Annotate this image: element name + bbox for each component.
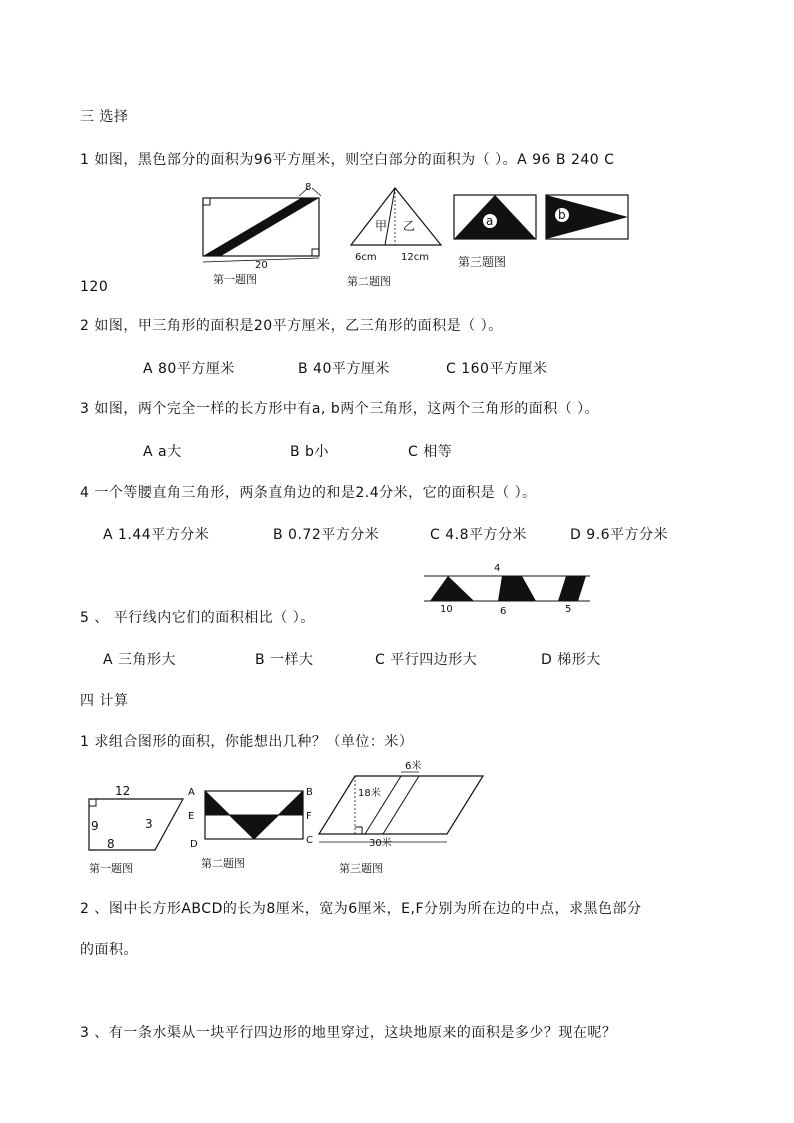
- q3-option-a: A a大: [143, 444, 182, 460]
- calc-fig3-right-angle-mark: [355, 827, 362, 834]
- calc-fig2-black-bottom: [229, 815, 279, 839]
- fig2-left-base: 6cm: [355, 252, 377, 263]
- calc-fig3-channel-right: [383, 776, 419, 834]
- fig3-caption: 第三题图: [458, 255, 507, 269]
- figure-3-rectangles-ab: [452, 193, 632, 273]
- calc-fig2-label-f: F: [306, 811, 312, 822]
- section-heading-choice: 三 选择: [80, 109, 129, 125]
- fig2-triangle-outline: [351, 188, 441, 245]
- calc-fig2-label-a: A: [188, 787, 195, 798]
- q5-option-b: B 一样大: [255, 652, 314, 668]
- calc-figure-1-composite: [83, 780, 188, 880]
- figure-q5-parallel-lines: [422, 560, 592, 618]
- q5-option-c: C 平行四边形大: [375, 652, 478, 668]
- q5-fig-parallelogram: [558, 576, 586, 601]
- calc-fig3-caption: 第三题图: [339, 862, 383, 875]
- calc-fig2-caption: 第二题图: [201, 857, 245, 870]
- calc-fig1-bottom-label: 8: [107, 837, 115, 851]
- calc-fig2-label-b: B: [306, 787, 313, 798]
- q3-option-c: C 相等: [408, 444, 453, 460]
- fig2-caption: 第二题图: [347, 275, 391, 288]
- fig1-right-angle-mark-bottom: [312, 249, 319, 256]
- q3-option-b: B b小: [290, 444, 329, 460]
- q5-fig-label-trapezoid: 6: [500, 606, 507, 617]
- question-1-text: 1 如图，黑色部分的面积为96平方厘米，则空白部分的面积为（ ）。A 96 B 240 C: [80, 152, 615, 168]
- q5-fig-triangle: [430, 576, 474, 601]
- q5-option-a: A 三角形大: [103, 652, 177, 668]
- calc-fig3-channel-left: [365, 776, 401, 834]
- calc-question-2-line2: 的面积。: [80, 942, 138, 958]
- calc-fig3-height-label: 18米: [358, 788, 381, 799]
- section-heading-calculation: 四 计算: [80, 693, 129, 709]
- fig2-divider: [385, 188, 395, 245]
- calc-fig1-caption: 第一题图: [89, 862, 133, 875]
- fig2-right-name: 乙: [403, 219, 416, 233]
- q4-option-b: B 0.72平方分米: [273, 527, 380, 543]
- calc-question-2-line1: 2 、图中长方形ABCD的长为8厘米，宽为6厘米，E,F分别为所在边的中点，求黑色部分: [80, 901, 642, 917]
- fig1-bottom-label: 20: [255, 260, 268, 271]
- fig2-right-base: 12cm: [401, 252, 429, 263]
- calc-fig1-left-label: 9: [91, 819, 99, 833]
- fig3-label-b: b: [558, 208, 566, 222]
- calc-question-3-text: 3 、有一条水渠从一块平行四边形的地里穿过，这块地原来的面积是多少？现在呢？: [80, 1025, 617, 1041]
- figure-2-triangle: [345, 184, 447, 288]
- q5-fig-label-parallelogram: 5: [565, 604, 572, 615]
- question-3-text: 3 如图，两个完全一样的长方形中有a, b两个三角形，这两个三角形的面积（ ）。: [80, 401, 600, 417]
- fig2-left-name: 甲: [375, 219, 388, 233]
- q5-option-d: D 梯形大: [541, 652, 601, 668]
- calc-fig3-bottom-label: 30米: [369, 838, 392, 849]
- question-4-text: 4 一个等腰直角三角形，两条直角边的和是2.4分米，它的面积是（ ）。: [80, 485, 537, 501]
- calc-question-1-text: 1 求组合图形的面积，你能想出几种？（单位：米）: [80, 734, 414, 750]
- fig1-black-strip: [203, 198, 319, 256]
- calc-fig1-outline: [89, 799, 183, 850]
- calc-figure-2-rectangle-abcd: [185, 783, 320, 875]
- figure-1-rectangle-strip: [195, 182, 330, 288]
- fig1-top-dim-line-right: [312, 188, 321, 196]
- q2-option-b: B 40平方厘米: [298, 361, 390, 377]
- fig1-caption: 第一题图: [213, 273, 257, 286]
- calc-fig2-label-e: E: [188, 811, 195, 822]
- q4-option-a: A 1.44平方分米: [103, 527, 210, 543]
- question-2-text: 2 如图，甲三角形的面积是20平方厘米，乙三角形的面积是（ ）。: [80, 318, 503, 334]
- calc-fig2-label-d: D: [190, 839, 198, 850]
- calc-fig2-label-c: C: [306, 835, 313, 846]
- q2-option-c: C 160平方厘米: [446, 361, 548, 377]
- question-5-text: 5 、 平行线内它们的面积相比（ ）。: [80, 610, 315, 626]
- q4-option-c: C 4.8平方分米: [430, 527, 527, 543]
- calc-fig1-right-angle-mark: [89, 799, 96, 806]
- q5-fig-trapezoid: [498, 576, 536, 601]
- fig1-top-label: 8: [305, 182, 312, 193]
- fig1-right-angle-mark-top: [203, 198, 210, 205]
- q5-fig-label-triangle: 10: [440, 604, 453, 615]
- calc-fig3-top-label: 6米: [405, 761, 422, 772]
- calc-figure-3-parallelogram-channel: [317, 760, 487, 880]
- calc-fig1-top-label: 12: [115, 784, 131, 798]
- q2-option-a: A 80平方厘米: [143, 361, 235, 377]
- question-1-wrap: 120: [80, 279, 109, 295]
- fig3-label-a: a: [486, 214, 494, 228]
- q4-option-d: D 9.6平方分米: [570, 527, 668, 543]
- calc-fig1-slant-label: 3: [145, 817, 153, 831]
- q5-fig-top-label: 4: [494, 563, 501, 574]
